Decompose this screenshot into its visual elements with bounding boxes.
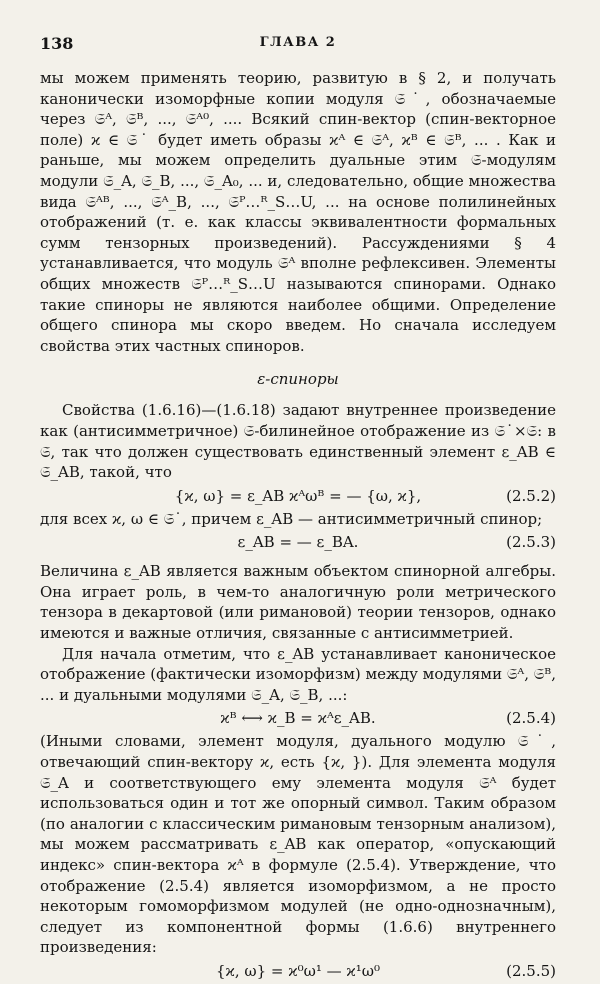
- page-header: [40, 34, 556, 60]
- section-heading: ε-спиноры: [257, 370, 339, 389]
- paragraph-6: (Иными словами, элемент модуля, дуального модулю 𝔖˙, отвечающий спин-вектору ϰ, есть {ϰ, }). Для элемента модуля 𝔖_A и соответствующего ему элемента модуля 𝔖ᴬ будет использоваться один и тот же опорный символ. Таким образом (по аналогии с классическим римановым тензорным анализом), мы можем рассматривать ε_AB как оператор, «опускающий индекс» спин-вектора ϰᴬ в формуле (2.5.4). Утверждение, что отображение (2.5.4) является изоморфизмом, а не просто некоторым гомоморфизмом модулей (не одно-однозначным), следует из компонентной формы (1.6.6) внутреннего произведения:: [40, 732, 556, 957]
- equation-number: (2.5.4): [506, 709, 556, 728]
- equation-number: (2.5.3): [506, 533, 556, 552]
- equation-formula: ε_AB = — ε_BA.: [237, 533, 359, 552]
- equation-formula: {ϰ, ω} = ϰ⁰ω¹ — ϰ¹ω⁰: [215, 961, 381, 980]
- equation-number: (2.5.2): [506, 486, 556, 505]
- equation-formula: ϰᴮ ⟷ ϰ_B = ϰᴬε_AB.: [220, 709, 376, 728]
- equation-formula: {ϰ, ω} = ε_AB ϰᴬωᴮ = — {ω, ϰ},: [174, 486, 422, 505]
- equation-number: (2.5.5): [506, 961, 556, 980]
- equation-2-5-5: [40, 958, 556, 984]
- paragraph-4: Величина ε_AB является важным объектом спинорной алгебры. Она играет роль, в чем-то аналогичную роли метрического тензора в декартовой (или римановой) теории тензоров, однако имеются и важные отличия, связанные с антисимметрией.: [40, 562, 556, 643]
- paragraph-2: Свойства (1.6.16)—(1.6.18) задают внутреннее произведение как (антисимметричное) 𝔖-билинейное отображение из 𝔖˙×𝔖: в 𝔖, так что должен существовать единственный элемент ε_AB ∈ 𝔖_AB, такой, что: [40, 401, 556, 482]
- equation-2-5-2: [40, 483, 556, 509]
- equation-2-5-3: [40, 529, 556, 555]
- equation-2-5-4: [40, 705, 556, 731]
- running-title: ГЛАВА 2: [259, 35, 337, 50]
- paragraph-3: для всех ϰ, ω ∈ 𝔖˙, причем ε_AB — антисимметричный спинор;: [40, 509, 543, 528]
- page-number: 138: [40, 34, 74, 53]
- paragraph-1: мы можем применять теорию, развитую в § 2, и получать канонически изоморфные копии модуля 𝔖˙, обозначаемые через 𝔖ᴬ, 𝔖ᴮ, ..., 𝔖ᴬ⁰, .... Всякий спин-вектор (спин-векторное поле) ϰ ∈ 𝔖˙ будет иметь образы ϰᴬ ∈ 𝔖ᴬ, ϰᴮ ∈ 𝔖ᴮ, ... . Как и раньше, мы можем определить дуальные этим 𝔖-модулям модули 𝔖_A, 𝔖_B, ..., 𝔖_A₀, ... и, следовательно, общие множества вида 𝔖ᴬᴮ, ..., 𝔖ᴬ_B, ..., 𝔖ᴾ…ᴿ_S…U, ... на основе полилинейных отображений (т. е. как классы эквивалентности формальных сумм тензорных произведений). Рассуждениями § 4 устанавливается, что модуль 𝔖ᴬ вполне рефлексивен. Элементы общих множеств 𝔖ᴾ…ᴿ_S…U называются спинорами. Однако такие спиноры не являются наиболее общими. Определение общего спинора мы скоро введем. Но сначала исследуем свойства этих частных спиноров.: [40, 69, 556, 355]
- paragraph-5: Для начала отметим, что ε_AB устанавливает каноническое отображение (фактически изоморфизм) между модулями 𝔖ᴬ, 𝔖ᴮ, ... и дуальными модулями 𝔖_A, 𝔖_B, ...:: [40, 644, 556, 704]
